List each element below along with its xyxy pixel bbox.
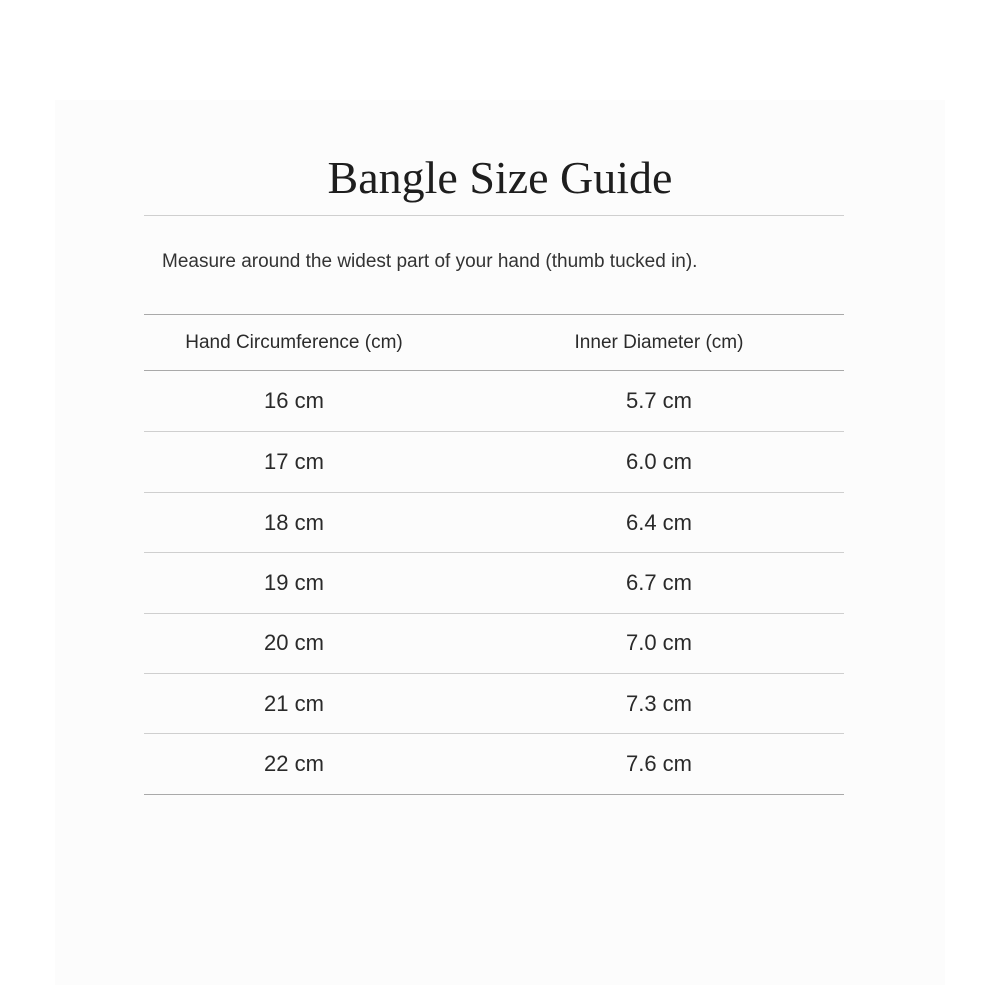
row-divider [144,673,844,674]
inner-diameter-cell: 5.7 cm [625,388,693,413]
title-divider [144,215,844,216]
row-divider [144,733,844,734]
hand-circumference-cell: 19 cm [264,570,324,595]
row-divider [144,613,844,614]
hand-circumference-cell: 18 cm [264,510,324,535]
header-divider [144,370,844,371]
hand-circumference-cell: 16 cm [264,388,324,413]
hand-circumference-cell: 22 cm [264,751,324,776]
inner-diameter-cell: 6.4 cm [625,510,693,535]
inner-diameter-cell: 7.0 cm [625,630,693,655]
header-hand-circumference: Hand Circumference (cm) [185,332,403,353]
page-title: Bangle Size Guide [327,152,673,203]
inner-diameter-cell: 6.7 cm [625,570,693,595]
row-divider [144,492,844,493]
hand-circumference-cell: 20 cm [264,630,324,655]
row-divider [144,552,844,553]
row-divider [144,431,844,432]
hand-circumference-cell: 17 cm [264,449,324,474]
table-bottom-border [144,794,844,795]
inner-diameter-cell: 7.3 cm [625,691,693,716]
header-inner-diameter: Inner Diameter (cm) [574,332,744,353]
table-top-border [144,314,844,315]
inner-diameter-cell: 6.0 cm [625,449,693,474]
measurement-instruction: Measure around the widest part of your hand (thumb tucked in). [162,251,698,272]
inner-diameter-cell: 7.6 cm [625,751,693,776]
hand-circumference-cell: 21 cm [264,691,324,716]
size-guide-card [55,100,945,985]
